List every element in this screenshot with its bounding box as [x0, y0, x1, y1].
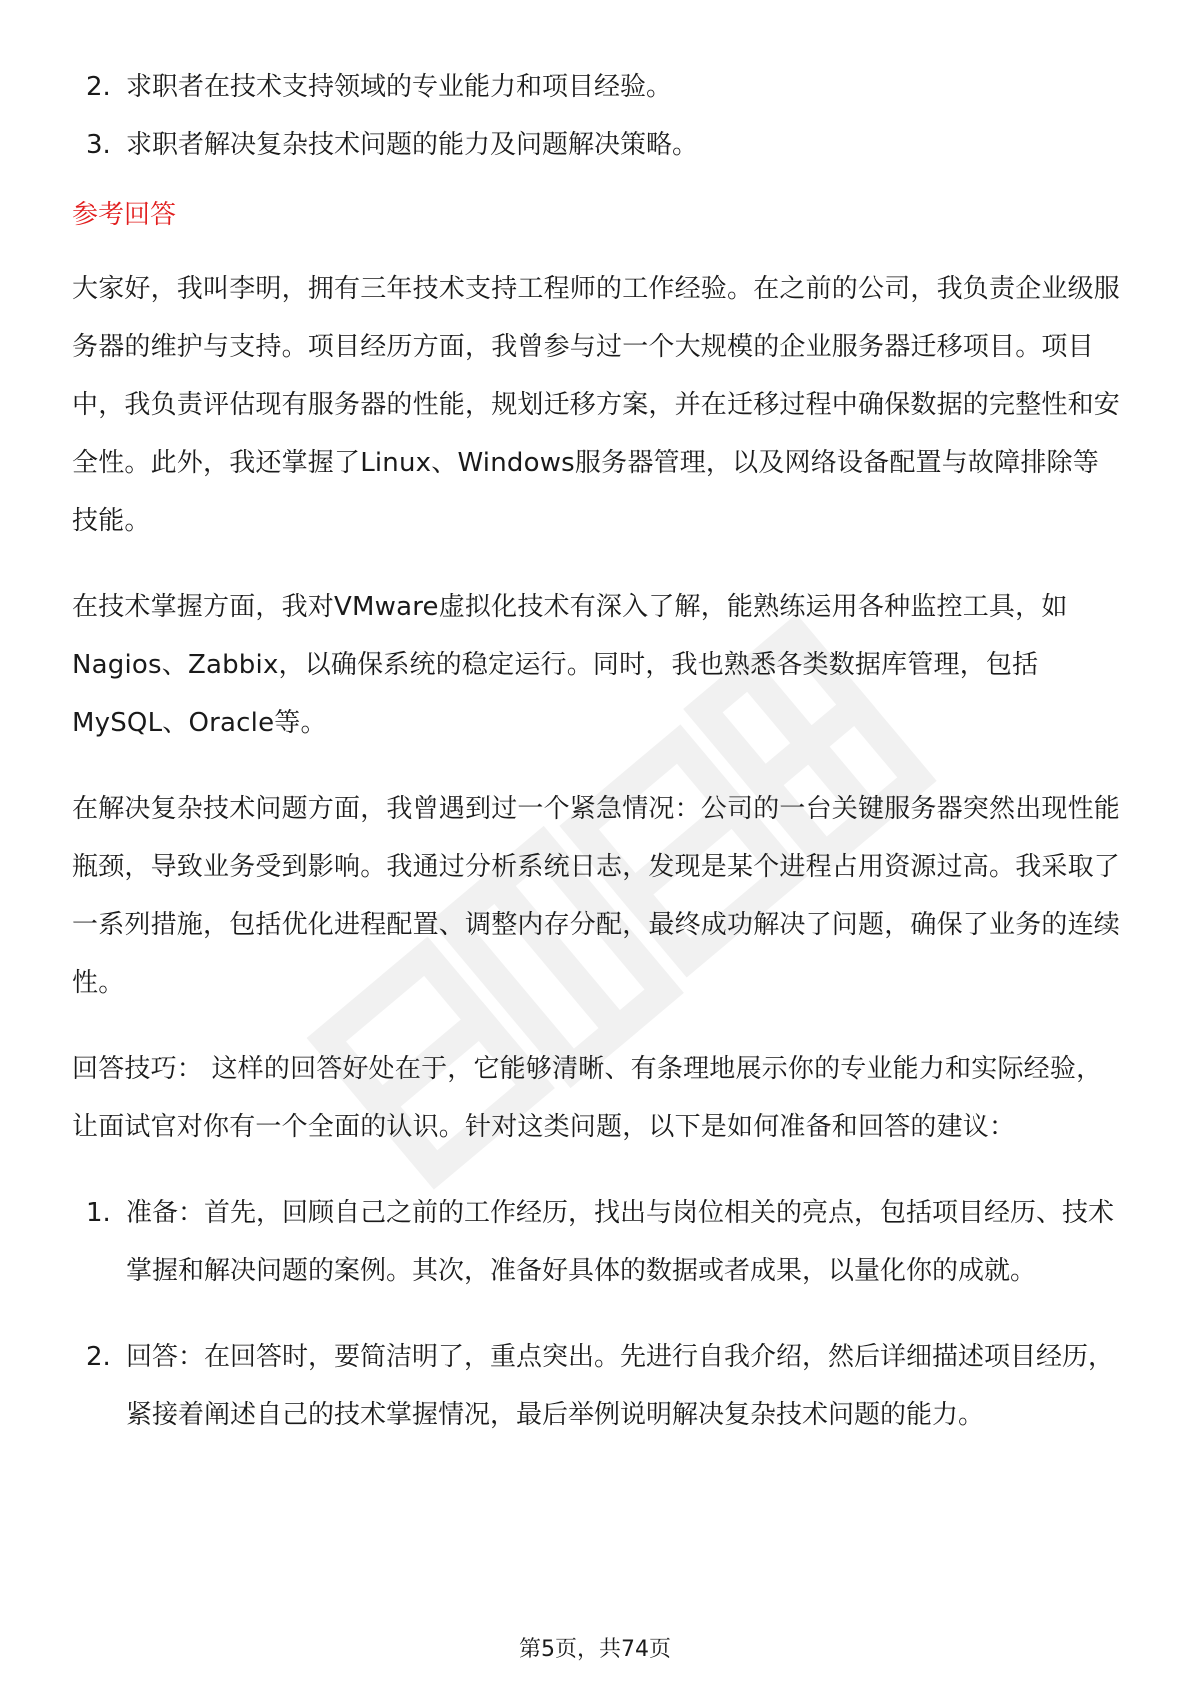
list-number: 1.: [86, 1198, 111, 1228]
list-number: 2.: [86, 72, 111, 102]
list-text: 求职者解决复杂技术问题的能力及问题解决策略。: [126, 130, 699, 160]
list-item: [72, 116, 1122, 174]
page-number-footer: 第5页，共74页: [519, 1637, 671, 1662]
list-text: 准备：首先，回顾自己之前的工作经历，找出与岗位相关的亮点，包括项目经历、技术掌握和解决问题的案例。其次，准备好具体的数据或者成果，以量化你的成就。: [126, 1198, 1115, 1286]
list-item: [72, 1184, 1122, 1300]
document-content: [72, 58, 1122, 1444]
list-number: 3.: [86, 130, 111, 160]
paragraph: 在技术掌握方面，我对VMware虚拟化技术有深入了解，能熟练运用各种监控工具，如Nagios、Zabbix，以确保系统的稳定运行。同时，我也熟悉各类数据库管理，包括MySQL、Oracle等。: [72, 592, 1068, 738]
paragraph: 在解决复杂技术问题方面，我曾遇到过一个紧急情况：公司的一台关键服务器突然出现性能瓶颈，导致业务受到影响。我通过分析系统日志，发现是某个进程占用资源过高。我采取了一系列措施，包括优化进程配置、调整内存分配，最终成功解决了问题，确保了业务的连续性。: [72, 794, 1121, 998]
section-title: 参考回答: [72, 200, 177, 230]
list-item: [72, 58, 1122, 116]
list-text: 回答：在回答时，要简洁明了，重点突出。先进行自我介绍，然后详细描述项目经历，紧接着阐述自己的技术掌握情况，最后举例说明解决复杂技术问题的能力。: [126, 1342, 1115, 1430]
list-number: 2.: [86, 1342, 111, 1372]
list-text: 求职者在技术支持领域的专业能力和项目经验。: [126, 72, 673, 102]
paragraph: 大家好，我叫李明，拥有三年技术支持工程师的工作经验。在之前的公司，我负责企业级服务器的维护与支持。项目经历方面，我曾参与过一个大规模的企业服务器迁移项目。项目中，我负责评估现有服务器的性能，规划迁移方案，并在迁移过程中确保数据的完整性和安全性。此外，我还掌握了Linux、Windows服务器管理，以及网络设备配置与故障排除等技能。: [72, 274, 1121, 536]
paragraph: 回答技巧： 这样的回答好处在于，它能够清晰、有条理地展示你的专业能力和实际经验，让面试官对你有一个全面的认识。针对这类问题，以下是如何准备和回答的建议：: [72, 1054, 1103, 1142]
list-item: [72, 1328, 1122, 1444]
